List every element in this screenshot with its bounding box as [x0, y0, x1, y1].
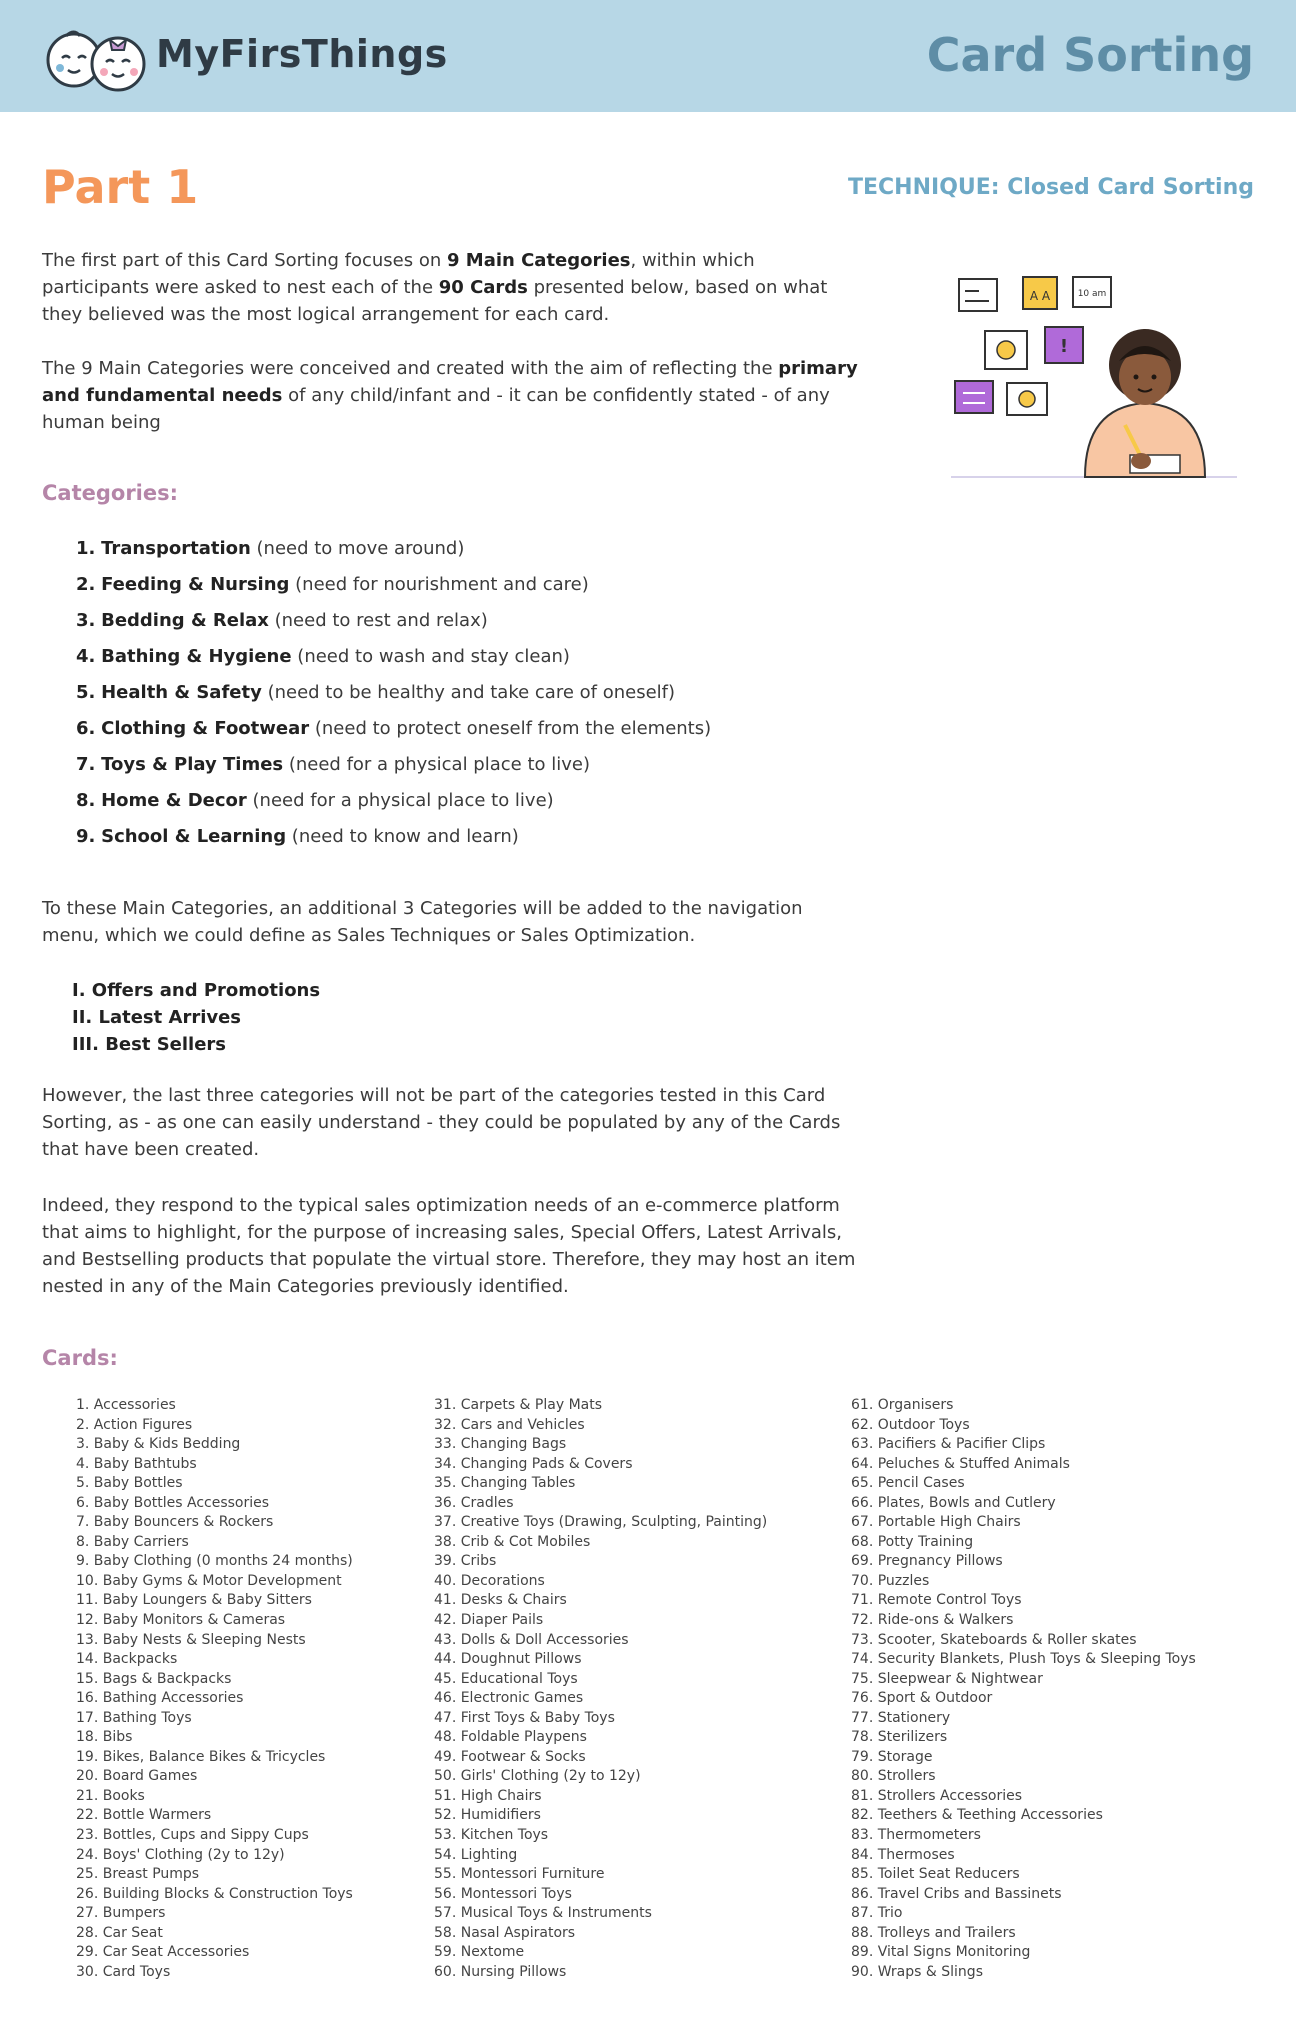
card-item: 15. Bags & Backpacks [76, 1670, 232, 1687]
card-item: 1. Accessories [76, 1397, 176, 1413]
sales-category-item: III. Best Sellers [72, 1034, 227, 1055]
card-item: 34. Changing Pads & Covers [434, 1455, 633, 1472]
card-item: 12. Baby Monitors & Cameras [76, 1612, 286, 1629]
card-item: 68. Potty Training [851, 1533, 974, 1550]
category-name: 8. [76, 790, 96, 811]
category-name: 6. [76, 718, 96, 739]
card-item: 64. Peluches & Stuffed Animals [851, 1455, 1070, 1472]
page-header [0, 0, 1296, 112]
category-name: Clothing & Footwear [101, 718, 310, 739]
card-item: 47. First Toys & Baby Toys [434, 1709, 615, 1726]
technique-label: TECHNIQUE: Closed Card Sorting [848, 175, 1254, 200]
card-item: 63. Pacifiers & Pacifier Clips [851, 1436, 1046, 1453]
card-item: 7. Baby Bouncers & Rockers [76, 1514, 274, 1531]
category-description: (need for a physical place to live) [283, 754, 591, 775]
card-item: 36. Cradles [434, 1494, 514, 1511]
intro-emphasis: 90 Cards [438, 277, 528, 298]
category-description: (need for a physical place to live) [246, 790, 554, 811]
category-name: Health & Safety [101, 682, 262, 703]
card-item: 10. Baby Gyms & Motor Development [76, 1572, 342, 1589]
baby-faces-icon [40, 18, 152, 94]
card-item: 16. Bathing Accessories [76, 1690, 244, 1707]
note-mark: ! [1059, 336, 1069, 357]
category-name: 2. [76, 574, 96, 595]
brand-name: MyFirsThings [156, 32, 448, 76]
category-name: Bedding & Relax [101, 610, 269, 631]
intro-text: of any child/infant and - it can be confidently stated - of any human being [42, 385, 830, 433]
category-item [76, 679, 876, 715]
card-item: 56. Montessori Toys [434, 1885, 572, 1902]
card-item: 27. Bumpers [76, 1905, 166, 1922]
category-name: Home & Decor [101, 790, 247, 811]
category-item [76, 535, 876, 571]
card-item: 28. Car Seat [76, 1924, 163, 1941]
card-item: 13. Baby Nests & Sleeping Nests [76, 1631, 306, 1648]
page-header-title: Card Sorting [926, 28, 1254, 82]
checklist-note-icon [955, 381, 993, 413]
category-item [76, 571, 876, 607]
card-item: 79. Storage [851, 1748, 933, 1765]
card-item: 31. Carpets & Play Mats [434, 1397, 603, 1413]
cards-column-1 [76, 1396, 353, 1982]
card-item: 2. Action Figures [76, 1416, 193, 1433]
intro-emphasis: primary and fundamental needs [42, 358, 858, 406]
card-item: 50. Girls' Clothing (2y to 12y) [434, 1768, 641, 1785]
card-item: 11. Baby Loungers & Baby Sitters [76, 1592, 312, 1609]
card-item: 81. Strollers Accessories [851, 1787, 1023, 1804]
card-item: 33. Changing Bags [434, 1436, 567, 1453]
category-description: (need to wash and stay clean) [291, 646, 570, 667]
card-item: 54. Lighting [434, 1846, 518, 1863]
note-icon [959, 279, 997, 311]
card-item: 5. Baby Bottles [76, 1475, 183, 1492]
intro-text: presented below, based on what they believed was the most logical arrangement for each card. [42, 277, 828, 325]
sticky-note-icon [1023, 277, 1057, 309]
intro-text: The first part of this Card Sorting focuses on [42, 250, 447, 271]
category-name: Toys & Play Times [101, 754, 284, 775]
card-item: 14. Backpacks [76, 1651, 178, 1668]
intro-emphasis: 9 Main Categories [447, 250, 631, 271]
card-item: 73. Scooter, Skateboards & Roller skates [851, 1631, 1137, 1648]
card-item: 57. Musical Toys & Instruments [434, 1905, 652, 1922]
card-item: 44. Doughnut Pillows [434, 1651, 582, 1668]
rationale-paragraph: Indeed, they respond to the typical sales optimization needs of an e-commerce platform that aims to highlight, for the purpose of increasing sales, Special Offers, Latest Arrivals, and Bestselling products that populate the virtual store. Therefore, they may host an item nested in any of the Main Categories previously identified. [42, 1195, 856, 1297]
card-item: 32. Cars and Vehicles [434, 1416, 585, 1433]
sun-note-icon [1007, 383, 1047, 415]
card-item: 6. Baby Bottles Accessories [76, 1494, 270, 1511]
card-item: 83. Thermometers [851, 1827, 981, 1844]
card-item: 75. Sleepwear & Nightwear [851, 1670, 1043, 1687]
card-item: 52. Humidifiers [434, 1807, 541, 1824]
card-item: 41. Desks & Chairs [434, 1592, 567, 1609]
category-item [76, 715, 876, 751]
category-name: 1. [76, 538, 96, 559]
categories-list [76, 535, 876, 859]
card-item: 46. Electronic Games [434, 1690, 584, 1707]
card-item: 82. Teethers & Teething Accessories [851, 1807, 1103, 1824]
card-item: 9. Baby Clothing (0 months 24 months) [76, 1553, 353, 1570]
card-item: 59. Nextome [434, 1944, 525, 1961]
note-letters: A A [1029, 289, 1051, 303]
card-item: 85. Toilet Seat Reducers [851, 1866, 1020, 1883]
card-item: 38. Crib & Cot Mobiles [434, 1533, 591, 1550]
category-description: (need to protect oneself from the elements) [309, 718, 712, 739]
card-item: 40. Decorations [434, 1572, 545, 1589]
smiley-note-icon [985, 331, 1027, 369]
cards-column-2 [434, 1396, 767, 1982]
sales-categories-list [72, 977, 320, 1058]
card-item: 80. Strollers [851, 1768, 936, 1785]
category-item [76, 751, 876, 787]
category-item [76, 607, 876, 643]
card-item: 77. Stationery [851, 1709, 951, 1726]
card-item: 86. Travel Cribs and Bassinets [851, 1885, 1062, 1902]
cards-heading: Cards: [42, 1346, 118, 1370]
category-description: (need to move around) [250, 538, 465, 559]
card-item: 26. Building Blocks & Construction Toys [76, 1885, 353, 1902]
card-item: 76. Sport & Outdoor [851, 1690, 993, 1707]
card-item: 70. Puzzles [851, 1572, 930, 1589]
card-item: 72. Ride-ons & Walkers [851, 1612, 1014, 1629]
card-item: 30. Card Toys [76, 1963, 171, 1980]
card-item: 42. Diaper Pails [434, 1612, 544, 1629]
card-item: 19. Bikes, Balance Bikes & Tricycles [76, 1748, 326, 1765]
card-item: 87. Trio [851, 1905, 903, 1922]
card-item: 8. Baby Carriers [76, 1533, 189, 1550]
intro-text: The 9 Main Categories were conceived and created with the aim of reflecting the [42, 358, 779, 379]
time-note-icon [1073, 277, 1111, 307]
card-item: 84. Thermoses [851, 1846, 955, 1863]
card-item: 60. Nursing Pillows [434, 1963, 567, 1980]
category-description: (need for nourishment and care) [289, 574, 589, 595]
card-item: 61. Organisers [851, 1397, 954, 1413]
card-item: 69. Pregnancy Pillows [851, 1553, 1003, 1570]
category-item [76, 823, 876, 859]
card-item: 55. Montessori Furniture [434, 1866, 605, 1883]
card-item: 20. Board Games [76, 1768, 198, 1785]
category-description: (need to rest and relax) [268, 610, 488, 631]
person-writing-illustration [945, 265, 1245, 490]
card-item: 51. High Chairs [434, 1787, 542, 1804]
card-item: 45. Educational Toys [434, 1670, 578, 1687]
intro-paragraph-1 [42, 247, 862, 328]
card-item: 90. Wraps & Slings [851, 1963, 983, 1980]
card-item: 3. Baby & Kids Bedding [76, 1436, 241, 1453]
intro-text: , within which participants were asked to nest each of the [42, 250, 755, 298]
additional-paragraph: To these Main Categories, an additional 3 Categories will be added to the navigation menu, which we could define as Sales Techniques or Sales Optimization. [42, 898, 803, 946]
card-item: 66. Plates, Bowls and Cutlery [851, 1494, 1056, 1511]
part-title: Part 1 [42, 160, 199, 214]
card-item: 58. Nasal Aspirators [434, 1924, 576, 1941]
card-item: 23. Bottles, Cups and Sippy Cups [76, 1827, 309, 1844]
note-time: 10 am [1077, 289, 1107, 299]
card-item: 17. Bathing Toys [76, 1709, 192, 1726]
sales-category-item: II. Latest Arrives [72, 1007, 242, 1028]
category-name: 7. [76, 754, 96, 775]
sales-category-item: I. Offers and Promotions [72, 980, 321, 1001]
category-name: Feeding & Nursing [101, 574, 290, 595]
cards-column-3 [851, 1396, 1196, 1982]
card-item: 89. Vital Signs Monitoring [851, 1944, 1031, 1961]
card-item: 65. Pencil Cases [851, 1475, 965, 1492]
card-item: 74. Security Blankets, Plush Toys & Sleeping Toys [851, 1651, 1196, 1668]
category-name: Bathing & Hygiene [101, 646, 292, 667]
card-item: 48. Foldable Playpens [434, 1729, 587, 1746]
card-item: 39. Cribs [434, 1553, 497, 1570]
person-icon [1085, 329, 1205, 477]
alert-note-icon [1045, 327, 1083, 363]
category-name: 4. [76, 646, 96, 667]
card-item: 43. Dolls & Doll Accessories [434, 1631, 629, 1648]
category-name: School & Learning [101, 826, 287, 847]
exclusion-paragraph: However, the last three categories will not be part of the categories tested in this Card Sorting, as - as one can easily understand - they could be populated by any of the Cards that have been created. [42, 1085, 841, 1160]
card-item: 35. Changing Tables [434, 1475, 576, 1492]
card-item: 29. Car Seat Accessories [76, 1944, 250, 1961]
category-description: (need to be healthy and take care of oneself) [261, 682, 676, 703]
card-item: 49. Footwear & Socks [434, 1748, 586, 1765]
card-item: 4. Baby Bathtubs [76, 1455, 197, 1472]
card-item: 24. Boys' Clothing (2y to 12y) [76, 1846, 285, 1863]
category-name: 9. [76, 826, 96, 847]
card-item: 62. Outdoor Toys [851, 1416, 970, 1433]
card-item: 21. Books [76, 1787, 145, 1804]
categories-heading: Categories: [42, 481, 179, 505]
intro-paragraph-2 [42, 355, 862, 436]
card-item: 25. Breast Pumps [76, 1866, 200, 1883]
brand-logo[interactable] [40, 18, 448, 94]
card-item: 18. Bibs [76, 1729, 133, 1746]
card-item: 37. Creative Toys (Drawing, Sculpting, Painting) [434, 1514, 768, 1531]
card-item: 67. Portable High Chairs [851, 1514, 1021, 1531]
card-item: 53. Kitchen Toys [434, 1827, 549, 1844]
category-name: 5. [76, 682, 96, 703]
category-item [76, 643, 876, 679]
category-name: Transportation [101, 538, 251, 559]
category-item [76, 787, 876, 823]
category-description: (need to know and learn) [286, 826, 519, 847]
card-item: 88. Trolleys and Trailers [851, 1924, 1016, 1941]
card-item: 22. Bottle Warmers [76, 1807, 212, 1824]
card-item: 78. Sterilizers [851, 1729, 948, 1746]
card-item: 71. Remote Control Toys [851, 1592, 1022, 1609]
category-name: 3. [76, 610, 96, 631]
